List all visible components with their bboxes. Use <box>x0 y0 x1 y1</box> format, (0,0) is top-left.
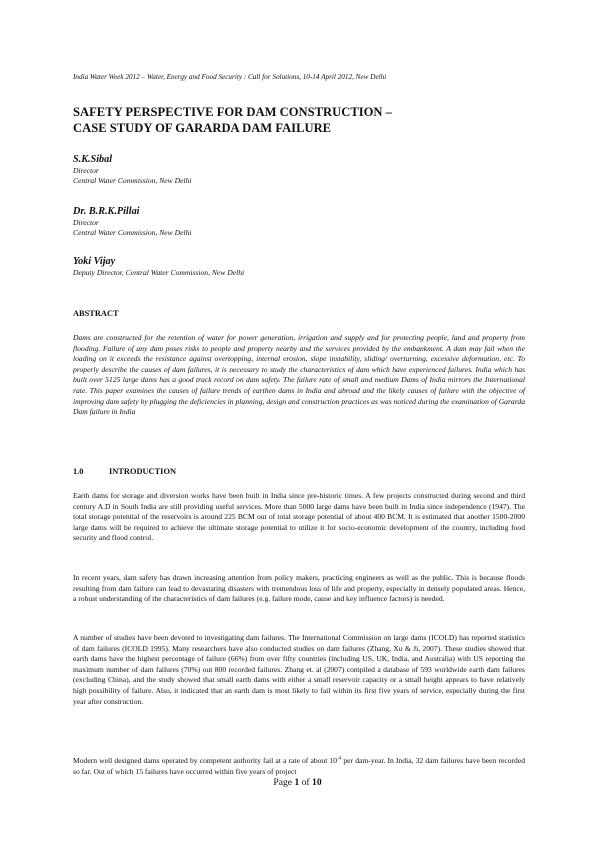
page-total: 10 <box>312 777 322 788</box>
page-label: Page <box>273 777 295 788</box>
body-paragraph: Earth dams for storage and diversion works have been built in India since pre-historic times. A few projects constructed during second and third century A.D in South India are still providing useful services. More than 5000 large dams have been built in India since independence (1947). The total storage potential of the reservoirs is around 225 BCM out of total storage potential of about 400 BCM. It is estimated that another 1500-2000 large dams will be required to achieve the ultimate storage potential to utilize it for socio-economic development of the country, including food security and flood control. <box>73 491 525 543</box>
abstract-heading: ABSTRACT <box>73 309 119 318</box>
author-name: Yoki Vijay <box>73 256 116 267</box>
body-paragraph: In recent years, dam safety has drawn increasing attention from policy makers, practicing engineers as well as the public. This is because floods resulting from dam failure can lead to devastating disasters with tremendous loss of life and property, especially in densely populated areas. Hence, a robust understanding of the characteristics of dam failures (e.g. failure mode, cause and key influence factors) is needed. <box>73 573 525 604</box>
page-current: 1 <box>294 777 300 788</box>
paragraph-text: Modern well designed dams operated by competent authority fail at a rate of about 10 <box>73 756 338 765</box>
author-affiliation: Central Water Commission, New Delhi <box>73 176 192 186</box>
section-title: INTRODUCTION <box>109 467 177 476</box>
author-block <box>73 255 473 278</box>
abstract-text: Dams are constructed for the retention of water for power generation, irrigation and supply and for protecting people, land and property from flooding. Failure of any dam poses risks to people and property nearby and the services provided by the embankment. A dam may fail when the loading on it exceeds the resistance against overtopping, internal erosion, slope instability, sliding/ overturning, excessive deformation, etc. To properly describe the causes of dam failures, it is necessary to study the characteristics of dam which have experienced failures. India which has built over 5125 large dams has a good track record on dam safety. The failure rate of small and medium Dams of India mirrors the International rate. This paper examines the causes of failure trends of earthen dams in India and abroad and the likely causes of failure with the objective of improving dam safety by plugging the deficiencies in planning, design and construction practices as was noticed during the examination of Gararda Dam failure in India <box>73 333 525 417</box>
page-of-label: of <box>299 777 313 788</box>
author-role: Director <box>73 218 99 227</box>
section-heading <box>73 467 176 476</box>
page-footer <box>0 777 595 788</box>
author-role: Director <box>73 166 99 175</box>
author-block <box>73 205 473 239</box>
title-line-1: SAFETY PERSPECTIVE FOR DAM CONSTRUCTION – <box>73 105 392 119</box>
paragraph-text: per dam-year. In India, 32 dam failures have been recorded so far. Out of which 15 failures have occurred within five years of project <box>73 756 525 776</box>
author-affiliation: Deputy Director, Central Water Commission, New Delhi <box>73 268 245 277</box>
body-paragraph: A number of studies have been devoted to investigating dam failures. The International Commission on large dams (ICOLD) has reported statistics of dam failures (ICOLD 1995). Many researchers have also conducted studies on dam failures (Zhang, Xu & Ji, 2007). These studies showed that earth dams have the highest percentage of failure (66%) from over fifty countries (including US, UK, India, and Australia) with US reporting the maximum number of dam failures (70%) out 800 recorded failures. Zhang et. al (2007) compiled a database of 593 worldwide earth dam failures (excluding China), and the study showed that small earth dams with either a small reservoir capacity or a small height appears to have relatively high possibility of failure. Also, it indicated that an earth dam is most likely to fail within its first five years of service, especially during the first year after construction. <box>73 633 525 706</box>
running-header: India Water Week 2012 – Water, Energy and Food Security : Call for Solutions, 10-14 April 2012, New Delhi <box>73 73 387 81</box>
title-line-2: CASE STUDY OF GARARDA DAM FAILURE <box>73 121 332 135</box>
author-name: S.K.Sibal <box>73 154 113 165</box>
exponent: -4 <box>337 756 342 762</box>
paper-title <box>73 104 533 136</box>
author-block <box>73 153 473 187</box>
author-affiliation: Central Water Commission, New Delhi <box>73 228 192 238</box>
section-number: 1.0 <box>73 467 84 476</box>
body-paragraph <box>73 756 525 777</box>
author-name: Dr. B.R.K.Pillai <box>73 206 140 217</box>
